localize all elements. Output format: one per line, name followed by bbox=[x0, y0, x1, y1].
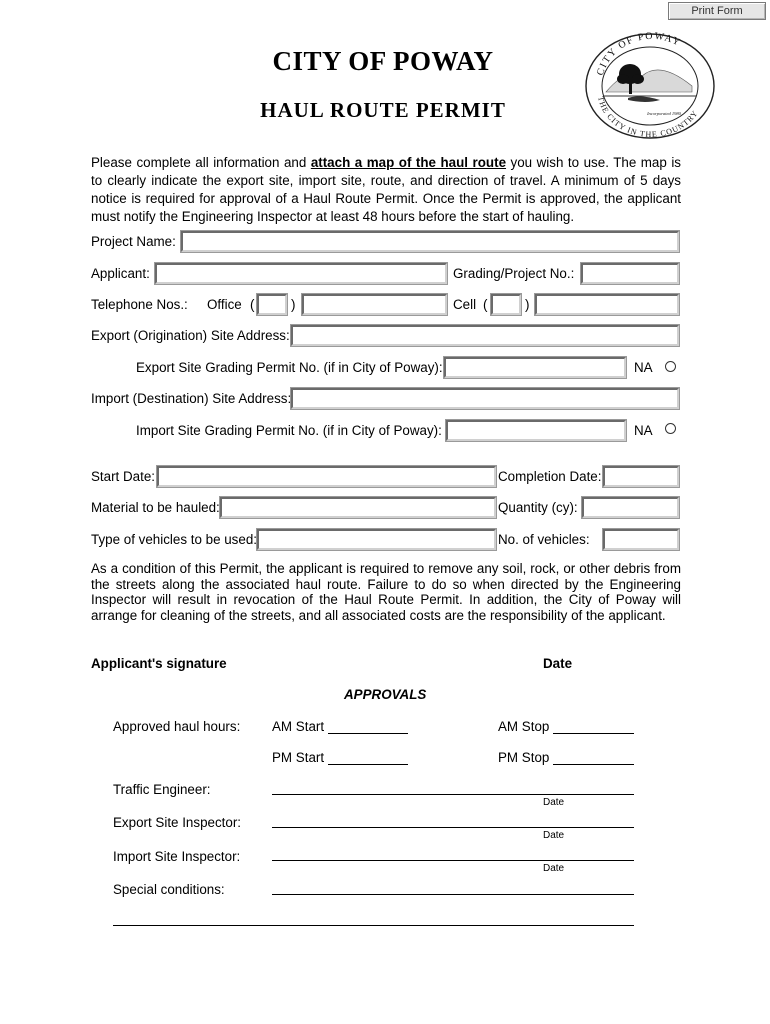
import-na-radio[interactable] bbox=[665, 423, 676, 434]
pm-stop-line[interactable] bbox=[553, 764, 634, 765]
import-na-label: NA bbox=[634, 423, 653, 438]
special-conditions-line-2[interactable] bbox=[113, 925, 634, 926]
office-phone-field[interactable] bbox=[302, 294, 447, 315]
traffic-engineer-label: Traffic Engineer: bbox=[113, 782, 211, 797]
seal-incorporated-text: Incorporated 1980 bbox=[647, 111, 681, 116]
applicant-label: Applicant: bbox=[91, 266, 150, 281]
am-stop-line[interactable] bbox=[553, 733, 634, 734]
page-title: CITY OF POWAY bbox=[272, 46, 494, 76]
project-name-field[interactable] bbox=[181, 231, 679, 252]
cell-paren-close: ) bbox=[525, 297, 530, 312]
material-label: Material to be hauled: bbox=[91, 500, 220, 515]
grading-project-no-field[interactable] bbox=[581, 263, 679, 284]
telephone-label: Telephone Nos.: bbox=[91, 297, 188, 312]
traffic-engineer-line[interactable] bbox=[272, 794, 634, 795]
import-permit-label: Import Site Grading Permit No. (if in City of Poway): bbox=[136, 423, 442, 438]
completion-date-field[interactable] bbox=[603, 466, 679, 487]
project-name-label: Project Name: bbox=[91, 234, 176, 249]
import-permit-field[interactable] bbox=[446, 420, 626, 441]
cell-phone-field[interactable] bbox=[535, 294, 679, 315]
office-paren-open: ( bbox=[250, 297, 255, 312]
vehicle-count-field[interactable] bbox=[603, 529, 679, 550]
svg-text:THE CITY IN THE COUNTRY bbox=[596, 96, 700, 139]
applicant-field[interactable] bbox=[155, 263, 447, 284]
intro-pre: Please complete all information and bbox=[91, 155, 311, 170]
approvals-heading: APPROVALS bbox=[344, 687, 427, 702]
page-subtitle: HAUL ROUTE PERMIT bbox=[260, 98, 506, 122]
am-start-label: AM Start bbox=[272, 719, 325, 734]
export-na-radio[interactable] bbox=[665, 361, 676, 372]
start-date-label: Start Date: bbox=[91, 469, 156, 484]
intro-paragraph bbox=[91, 154, 681, 226]
office-area-code-field[interactable] bbox=[257, 294, 287, 315]
export-address-label: Export (Origination) Site Address: bbox=[91, 328, 290, 343]
cell-paren-open: ( bbox=[483, 297, 488, 312]
import-inspector-line[interactable] bbox=[272, 860, 634, 861]
import-address-field[interactable] bbox=[291, 388, 679, 409]
pm-start-line[interactable] bbox=[328, 764, 408, 765]
vehicle-count-label: No. of vehicles: bbox=[498, 532, 590, 547]
seal-bottom-text: THE CITY IN THE COUNTRY bbox=[596, 95, 700, 139]
traffic-engineer-date-caption: Date bbox=[543, 797, 565, 808]
pm-start-label: PM Start bbox=[272, 750, 325, 765]
special-conditions-line[interactable] bbox=[272, 894, 634, 895]
material-field[interactable] bbox=[220, 497, 496, 518]
pm-stop-label: PM Stop bbox=[498, 750, 550, 765]
am-start-line[interactable] bbox=[328, 733, 408, 734]
import-inspector-date-caption: Date bbox=[543, 863, 565, 874]
export-inspector-date-caption: Date bbox=[543, 830, 565, 841]
seal-top-text: CITY OF POWAY bbox=[595, 30, 683, 77]
cell-label: Cell bbox=[453, 297, 477, 312]
export-na-label: NA bbox=[634, 360, 653, 375]
signature-label: Applicant's signature bbox=[91, 656, 227, 671]
export-permit-label: Export Site Grading Permit No. (if in City of Poway): bbox=[136, 360, 443, 375]
start-date-field[interactable] bbox=[157, 466, 496, 487]
cell-area-code-field[interactable] bbox=[491, 294, 521, 315]
export-address-field[interactable] bbox=[291, 325, 679, 346]
signature-date-label: Date bbox=[543, 656, 573, 671]
quantity-field[interactable] bbox=[582, 497, 679, 518]
condition-paragraph: As a condition of this Permit, the applicant is required to remove any soil, rock, or other debris from the streets along the associated haul route. Failure to do so when directed by the Engineering Inspector will result in revocation of the Haul Route Permit. In addition, the City of Poway will arrange for cleaning of the streets, and all associated costs are the responsibility of the applicant. bbox=[91, 561, 681, 623]
approved-hours-label: Approved haul hours: bbox=[113, 719, 241, 734]
grading-project-no-label: Grading/Project No.: bbox=[453, 266, 575, 281]
vehicle-type-label: Type of vehicles to be used: bbox=[91, 532, 257, 547]
office-paren-close: ) bbox=[291, 297, 296, 312]
intro-highlight: attach a map of the haul route bbox=[310, 155, 507, 170]
export-inspector-line[interactable] bbox=[272, 827, 634, 828]
city-seal-logo bbox=[580, 30, 720, 140]
special-conditions-label: Special conditions: bbox=[113, 882, 225, 897]
office-label: Office bbox=[207, 297, 242, 312]
import-inspector-label: Import Site Inspector: bbox=[113, 849, 241, 864]
print-form-button[interactable]: Print Form bbox=[668, 2, 766, 20]
am-stop-label: AM Stop bbox=[498, 719, 550, 734]
intro-post: you wish to use. The map is to clearly indicate the export site, import site, route, and direction of travel. A minimum of 5 days notice is required for approval of a Haul Route Permit. Once the Permit is approved, the applicant must notify the Engineering Inspector at least 48 hours before the start of hauling. bbox=[91, 155, 682, 224]
vehicle-type-field[interactable] bbox=[257, 529, 496, 550]
completion-date-label: Completion Date: bbox=[498, 469, 602, 484]
quantity-label: Quantity (cy): bbox=[498, 500, 578, 515]
export-inspector-label: Export Site Inspector: bbox=[113, 815, 242, 830]
export-permit-field[interactable] bbox=[444, 357, 626, 378]
import-address-label: Import (Destination) Site Address: bbox=[91, 391, 292, 406]
